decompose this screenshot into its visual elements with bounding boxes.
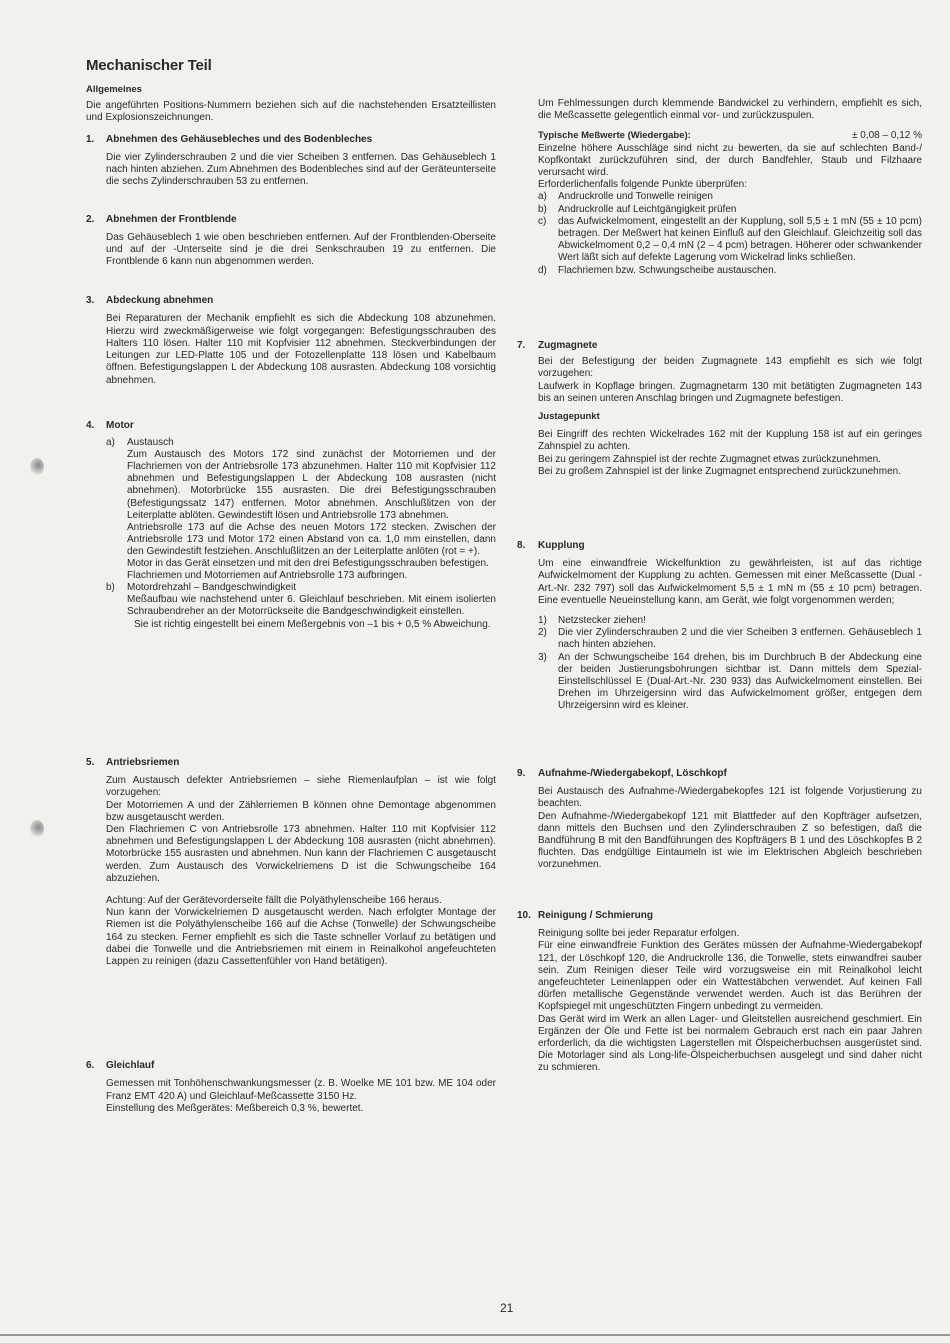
typical-values-label: Typische Meßwerte (Wiedergabe):	[538, 130, 691, 142]
section-number: 10.	[517, 910, 531, 921]
list-item-key: 1)	[538, 615, 547, 627]
section-allgemeines	[86, 84, 496, 124]
paragraph: Bei zu geringem Zahnspiel ist der rechte Zugmagnet etwas zurückzunehmen.	[538, 453, 881, 465]
list-item: b) Motordrehzahl – Bandgeschwindigkeit	[106, 582, 296, 594]
paragraph: Bei zu großem Zahnspiel ist der linke Zugmagnet entsprechend zurückzunehmen.	[538, 465, 901, 477]
section-number: 2.	[86, 214, 95, 225]
list-item: a) Austausch	[106, 437, 174, 449]
section-number: 4.	[86, 420, 95, 431]
section-heading: Antriebsriemen	[106, 757, 180, 768]
section-number: 1.	[86, 134, 95, 145]
paragraph: Zum Austausch defekter Antriebsriemen – siehe Riemenlaufplan – ist wie folgt vorzugehen:	[106, 775, 496, 799]
paragraph: Nun kann der Vorwickelriemen D ausgetauscht werden. Nach erfolgter Montage der Riemen ist die Polyäthylenscheibe 166 auf die Achse (Tonwelle) der Schwungscheibe 164 zu stecken. Ferner empfiehlt es sich die Taste schneller Vorlauf zu betätigen und dabei die Tonwelle und die Antriebsriemen mit einem in Reinalkohol angefeuchteten Lappen zu reinigen (dazu Cassettenfühler von Hand betätigen).	[106, 907, 496, 968]
paragraph: Um Fehlmessungen durch klemmende Bandwickel zu verhindern, empfiehlt es sich, die Meßcassette gelegentlich einmal vor- und zurückzuspulen.	[538, 98, 922, 122]
paragraph: Den Aufnahme-/Wiedergabekopf 121 mit Blattfeder auf den Kopfträger aufsetzen, dann mittels den Buchsen und den Zylinderschrauben Z so befestigen, daß die Bandführung B mit den Bandführungen des Kopfträgers B 1 und des Löschkopfes B 2 fluchten. Das endgültige Eintaumeln ist wie im Elektrischen Abgleich beschrieben vorzunehmen.	[538, 810, 922, 871]
paragraph: Das Gerät wird im Werk an allen Lager- und Gleitstellen ausreichend geschmiert. Ein Ergänzen der Öle und Fette ist bei normalem Gebrauch erst nach ein paar Jahren erforderlich, da die wichtigsten Lagerstellen mit Ölspeicherbuchsen ausgerüstet sind. Die Motorlager sind als Long-life-Ölspeicherbuchsen ausgelegt und sind daher nicht zu schmieren.	[538, 1013, 922, 1074]
section-heading: Abdeckung abnehmen	[106, 295, 214, 306]
paragraph: Gemessen mit Tonhöhenschwankungsmesser (z. B. Woelke ME 101 bzw. ME 104 oder Franz EMT 420 A) und Gleichlauf-Meßcassette 3150 Hz.	[106, 1078, 496, 1102]
section-heading: Abnehmen der Frontblende	[106, 214, 237, 225]
list-item-text: Andruckrolle auf Leichtgängigkeit prüfen	[558, 203, 737, 215]
section-5	[86, 757, 496, 968]
paragraph: Bei der Befestigung der beiden Zugmagnete 143 empfiehlt es sich wie folgt vorzugehen:	[538, 356, 922, 380]
list-item	[538, 627, 922, 651]
section-heading: Aufnahme-/Wiedergabekopf, Löschkopf	[538, 768, 727, 779]
paragraph: Um eine einwandfreie Wickelfunktion zu gewährleisten, ist auf das richtige Aufwickelmoment der Kupplung zu achten. Gemessen mit einer Meßcassette (Dual -Art.-Nr. 232 797) soll das Aufwickelmoment 5,5 ± 1 mN m (55 ± 10 pcm) betragen. Eine eventuelle Neueinstellung kann, am Gerät, wie folgt vorgenommen werden;	[538, 558, 922, 606]
paragraph: Flachriemen und Motorriemen auf Antriebsrolle 173 aufbringen.	[127, 570, 408, 582]
section-2	[86, 214, 496, 268]
section-number: 3.	[86, 295, 95, 306]
list-item-text: Flachriemen bzw. Schwungscheibe austauschen.	[558, 264, 777, 276]
paragraph: Motor in das Gerät einsetzen und mit den drei Befestigungsschrauben befestigen.	[127, 558, 489, 570]
paragraph: Für eine einwandfreie Funktion des Gerätes müssen der Aufnahme-Wiedergabekopf 121, der Löschkopf 120, die Andruckrolle 136, die Tonwelle, stets einwandfrei sauber sein. Zum Reinigen dieser Teile wird vorzugsweise ein mit Reinalkohol leicht angefeuchteter Leinenlappen oder ein Wattestäbchen verwendet. Auf keinen Fall dürfen metallische Gegenstände verwendet werden. Auch ist das Berühren der Kopfspiegel mit ungeschützten Fingern unbedingt zu vermeiden.	[538, 940, 922, 1013]
bottom-edge-line	[0, 1334, 950, 1336]
list-item	[538, 191, 922, 203]
paragraph: Antriebsrolle 173 auf die Achse des neuen Motors 172 stecken. Zwischen der Antriebsrolle 173 und Motor 172 einen Abstand von ca. 1,0 mm einstellen, dann den Gewindestift festziehen. Anschlußlitzen an der Leiterplatte anlöten (rot = +).	[127, 521, 496, 557]
list-item	[538, 652, 922, 713]
section-7	[517, 340, 922, 478]
list-item-key: c)	[538, 215, 547, 227]
paragraph: Bei Austausch des Aufnahme-/Wiedergabekopfes 121 ist folgende Vorjustierung zu beachten.	[538, 786, 922, 810]
section-heading: Motor	[106, 420, 134, 431]
list-item-key: b)	[538, 203, 547, 215]
paragraph: Meßaufbau wie nachstehend unter 6. Gleichlauf beschrieben. Mit einem isolierten Schraubendreher an der Motorrückseite die Bandgeschwindigkeit einstellen.	[127, 594, 496, 618]
punch-hole-mark	[30, 820, 44, 838]
section-heading: Reinigung / Schmierung	[538, 910, 654, 921]
paragraph: Einstellung des Meßgerätes: Meßbereich 0,3 %, bewertet.	[106, 1103, 364, 1115]
paragraph: Das Gehäuseblech 1 wie oben beschrieben entfernen. Auf der Frontblenden-Oberseite und auf der -Unterseite sind je die drei Senkschrauben 19 zu entfernen. Die Frontblende 6 kann nun abgenommen werden.	[106, 232, 496, 267]
section-8	[517, 540, 922, 713]
section-heading: Gleichlauf	[106, 1060, 155, 1071]
paragraph: Laufwerk in Kopflage bringen. Zugmagnetarm 130 mit betätigten Zugmagneten 143 bis an seinen unteren Anschlag bringen und Zugmagnete befestigen.	[538, 380, 922, 404]
paragraph: Bei Eingriff des rechten Wickelrades 162 mit der Kupplung 158 ist auf ein geringes Zahnspiel zu achten.	[538, 429, 922, 453]
list-item-text: Andruckrolle und Tonwelle reinigen	[558, 191, 713, 203]
punch-hole-mark	[30, 458, 44, 476]
paragraph: Einzelne höhere Ausschläge sind nicht zu bewerten, da sie auf schlechten Band-/ Kopfkontakt zurückzuführen sind, der durch Bandfehler, Staub und Filzhaare verursacht wird.	[538, 142, 922, 179]
paragraph: Reinigung sollte bei jeder Reparatur erfolgen.	[538, 928, 740, 940]
list-item-text: das Aufwickelmoment, eingestellt an der Kupplung, soll 5,5 ± 1 mN (55 ± 10 pcm) betragen. Der Meßwert hat keinen Einfluß auf den Gleichlauf. Gleichzeitig soll das Abwickelmoment 0,2 – 0,4 mN (2 – 4 pcm) betragen. Höherer oder schwankender Wert läßt sich auf defekte Lagerung vom Wickelrad links schließen.	[558, 215, 922, 264]
paragraph: Die vier Zylinderschrauben 2 und die vier Scheiben 3 entfernen. Das Gehäuseblech 1 nach hinten abziehen. Zum Abnehmen des Bodenbleches sind auf der Geräteunterseite die sechs Zylinderschrauben 53 zu entfernen.	[106, 152, 496, 187]
paragraph: Zum Austausch des Motors 172 sind zunächst der Motorriemen und der Flachriemen von der Antriebsrolle 173 abzunehmen. Halter 110 mit Kopfvisier 112 abnehmen und Befestigungslappen L der Abdeckung 108 ausrasten (nicht abnehmen). Motorbrücke 155 ausrasten. Die drei Befestigungsschrauben (Befestigungssatz 147) entfernen. Motor abnehmen. Anschlußlitzen von der Leiterplatte ablöten. Gewindestift lösen und Antriebsrolle 173 abnehmen.	[127, 449, 496, 521]
section-number: 9.	[517, 768, 526, 779]
list-item-key: a)	[538, 191, 547, 203]
paragraph: Die angeführten Positions-Nummern beziehen sich auf die nachstehenden Ersatzteillisten und Explosionszeichnungen.	[86, 100, 496, 123]
section-6	[86, 1060, 496, 1116]
section-10	[517, 910, 922, 1075]
list-item-text: An der Schwungscheibe 164 drehen, bis im Durchbruch B der Abdeckung eine der beiden Justierungsbohrungen sichtbar ist. Dann mittels dem Spezial-Einstellschlüssel E (Dual-Art.-Nr. 230 933) das Aufwickelmoment einstellen. Bei Drehen im Uhrzeigersinn wird das Aufwickelmoment größer, entgegen dem Uhrzeigersinn wird es kleiner.	[558, 651, 922, 712]
check-list	[538, 191, 922, 276]
paragraph: Achtung: Auf der Gerätevorderseite fällt die Polyäthylenscheibe 166 heraus.	[106, 895, 442, 907]
section-number: 5.	[86, 757, 95, 768]
typical-values-value: ± 0,08 – 0,12 %	[852, 130, 922, 142]
section-heading: Abnehmen des Gehäusebleches und des Bodenbleches	[106, 134, 373, 145]
paragraph: Sie ist richtig eingestellt bei einem Meßergebnis von –1 bis + 0,5 % Abweichung.	[134, 618, 491, 630]
section-number: 6.	[86, 1060, 95, 1071]
page-title: Mechanischer Teil	[86, 57, 212, 74]
list-item	[538, 265, 922, 277]
page-number: 21	[500, 1301, 514, 1315]
subheading: Allgemeines	[86, 84, 142, 95]
section-4	[86, 420, 496, 631]
list-item-key: 2)	[538, 627, 547, 639]
numbered-list	[517, 615, 922, 713]
list-item	[538, 615, 922, 627]
section-6-continued	[538, 98, 922, 277]
paragraph: Den Flachriemen C von Antriebsrolle 173 abnehmen. Halter 110 mit Kopfvisier 112 abnehmen und Befestigungslappen L der Abdeckung 108 ausrasten (nicht abnehmen). Motorbrücke 155 ausrasten und abnehmen. Nun kann der Flachriemen C ausgetauscht werden. Zum Austausch des Vorwickelriemens D ist die Schwungscheibe 164 abzuziehen.	[106, 824, 496, 884]
subheading: Justagepunkt	[538, 411, 600, 423]
section-number: 8.	[517, 540, 526, 551]
list-item-text: Die vier Zylinderschrauben 2 und die vier Scheiben 3 entfernen. Gehäuseblech 1 nach hinten abziehen.	[558, 627, 922, 651]
list-item	[538, 204, 922, 216]
list-item-key: 3)	[538, 651, 547, 663]
section-number: 7.	[517, 340, 526, 351]
list-item	[538, 216, 922, 265]
list-item-key: d)	[538, 264, 547, 276]
paragraph: Bei Reparaturen der Mechanik empfiehlt es sich die Abdeckung 108 abzunehmen. Hierzu wird zweckmäßigerweise wie folgt vorgegangen: Befestigungsschrauben des Halters 110 lösen. Halter 110 mit Kopfvisier 112 abnehmen. Steckverbindungen der Leitungen zur LED-Platte 105 und der Fotozellenplatte 118 lösen und Kabelbaum öffnen. Befestigungslappen L der Abdeckung 108 ausrasten. Abdeckung 108 vorsichtig abnehmen.	[106, 313, 496, 386]
section-heading: Zugmagnete	[538, 340, 598, 351]
section-9	[517, 768, 922, 872]
list-item-text: Netzstecker ziehen!	[558, 615, 646, 627]
paragraph: Erforderlichenfalls folgende Punkte überprüfen:	[538, 179, 748, 191]
section-3	[86, 295, 496, 387]
section-heading: Kupplung	[538, 540, 585, 551]
section-1	[86, 134, 496, 188]
paragraph: Der Motorriemen A und der Zählerriemen B können ohne Demontage abgenommen bzw ausgetauscht werden.	[106, 799, 496, 823]
